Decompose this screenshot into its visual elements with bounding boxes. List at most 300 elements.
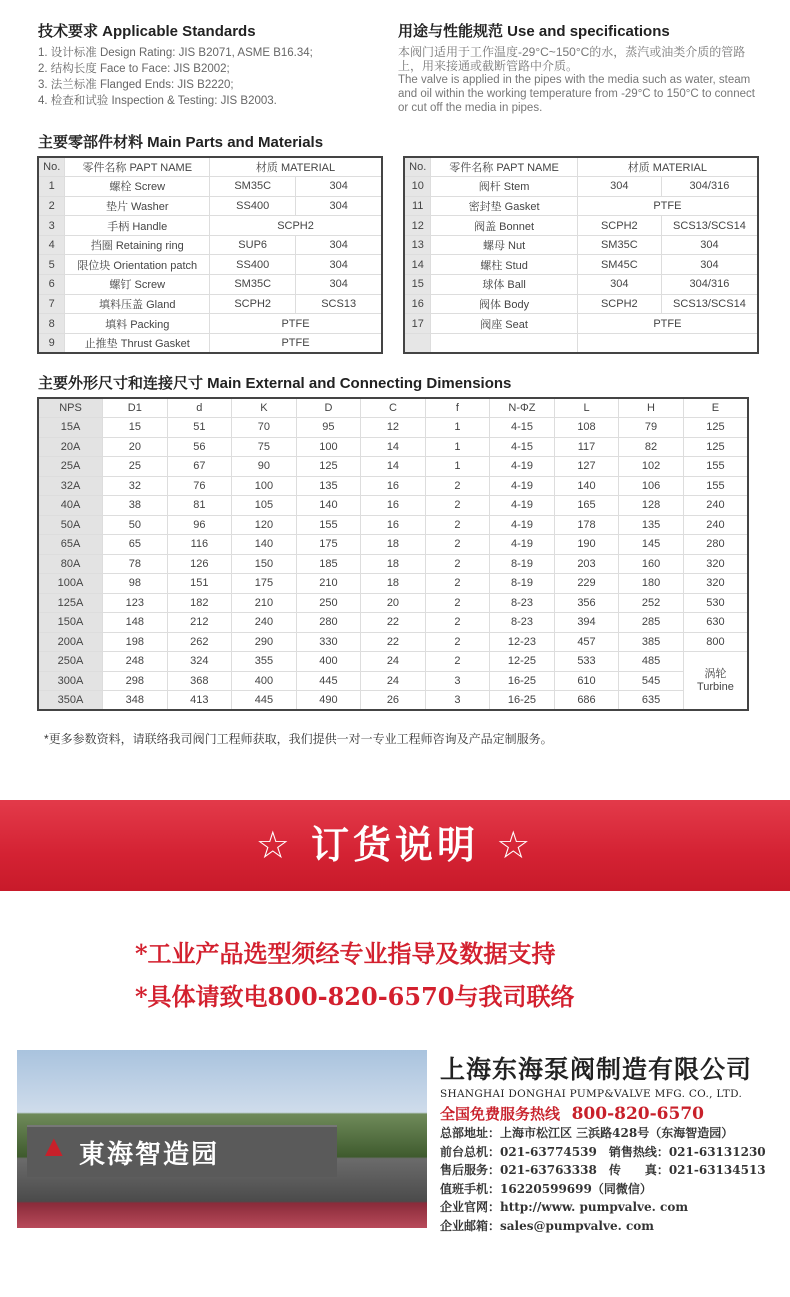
dim-cell: 135 [296, 476, 361, 496]
part-material: PTFE [577, 314, 758, 334]
dim-cell: 686 [554, 691, 619, 711]
table-row [38, 216, 382, 236]
dim-cell: 298 [103, 671, 168, 691]
dim-cell: 490 [296, 691, 361, 711]
table-row [38, 177, 382, 197]
specs-cn: 本阀门适用于工作温度-29°C~150°C的水，蒸汽或油类介质的管路上，用来接通或截断管路中介质。 [398, 45, 746, 73]
header-nps: NPS [38, 398, 103, 418]
dim-cell: 4-19 [490, 457, 555, 477]
dim-cell: 175 [232, 574, 297, 594]
part-material: PTFE [210, 333, 382, 353]
part-material: SCPH2 [210, 294, 296, 314]
part-material: SCPH2 [210, 216, 382, 236]
part-name: 球体 Ball [431, 275, 577, 295]
table-row [38, 554, 748, 574]
dim-cell: 12 [361, 418, 426, 438]
part-no: 9 [38, 333, 65, 353]
dim-cell: 2 [425, 535, 490, 555]
dim-cell: 320 [683, 574, 748, 594]
dim-cell: 485 [619, 652, 684, 672]
table-row [38, 418, 748, 438]
dim-cell: 250 [296, 593, 361, 613]
dim-cell: 2 [425, 593, 490, 613]
dim-cell: 12-25 [490, 652, 555, 672]
dim-cell: 533 [554, 652, 619, 672]
dim-cell: 24 [361, 652, 426, 672]
dim-cell: 18 [361, 554, 426, 574]
header-d1: D1 [103, 398, 168, 418]
dim-cell: 12-23 [490, 632, 555, 652]
part-no: 11 [404, 196, 431, 216]
dim-cell: 4-19 [490, 535, 555, 555]
part-name: 挡圈 Retaining ring [65, 235, 210, 255]
parts-title: 主要零部件材料 Main Parts and Materials [38, 134, 324, 151]
header-material: 材质 MATERIAL [577, 157, 758, 177]
part-name: 螺钉 Screw [65, 275, 210, 295]
dim-cell: 117 [554, 437, 619, 457]
table-row [38, 632, 748, 652]
part-name: 止推垫 Thrust Gasket [65, 333, 210, 353]
part-material: 304/316 [661, 177, 758, 197]
dim-cell: 248 [103, 652, 168, 672]
dim-cell: 394 [554, 613, 619, 633]
part-no: 6 [38, 275, 65, 295]
dim-cell: 135 [619, 515, 684, 535]
dim-cell: 190 [554, 535, 619, 555]
part-material: SM35C [210, 177, 296, 197]
table-row [38, 437, 748, 457]
standards-title: 技术要求 Applicable Standards [38, 23, 256, 40]
part-name: 阀体 Body [431, 294, 577, 314]
dim-cell: 100 [232, 476, 297, 496]
table-row [38, 574, 748, 594]
dim-cell: 150 [232, 554, 297, 574]
dim-cell: 400 [232, 671, 297, 691]
part-name: 填料压盖 Gland [65, 294, 210, 314]
header-f: f [425, 398, 490, 418]
part-material: SUP6 [210, 235, 296, 255]
dim-cell: 26 [361, 691, 426, 711]
company-name-en: SHANGHAI DONGHAI PUMP&VALVE MFG. CO., LTD. [440, 1088, 743, 1100]
dim-cell: 76 [167, 476, 232, 496]
dim-cell: 445 [232, 691, 297, 711]
dim-cell: 125 [296, 457, 361, 477]
part-no: 16 [404, 294, 431, 314]
parts-table-right [403, 156, 759, 354]
dim-cell: 22 [361, 632, 426, 652]
part-material: 304 [296, 177, 382, 197]
dim-cell: 240 [683, 496, 748, 516]
dim-cell: 16 [361, 496, 426, 516]
dim-cell: 155 [683, 457, 748, 477]
dim-cell: 348 [103, 691, 168, 711]
part-material: SCPH2 [577, 216, 661, 236]
part-material: SCS13/SCS14 [661, 216, 758, 236]
table-row [38, 457, 748, 477]
part-material: SM45C [577, 255, 661, 275]
dim-cell: 285 [619, 613, 684, 633]
part-material: 304 [296, 196, 382, 216]
nps-cell: 50A [38, 515, 103, 535]
dim-cell: 324 [167, 652, 232, 672]
dim-cell: 106 [619, 476, 684, 496]
header-name: 零件名称 PAPT NAME [431, 157, 577, 177]
nps-cell: 100A [38, 574, 103, 594]
nps-cell: 32A [38, 476, 103, 496]
dim-cell: 96 [167, 515, 232, 535]
dim-cell: 445 [296, 671, 361, 691]
part-no: 7 [38, 294, 65, 314]
dim-cell: 280 [683, 535, 748, 555]
dim-cell: 16-25 [490, 671, 555, 691]
table-row [404, 314, 758, 334]
dim-cell: 18 [361, 574, 426, 594]
table-row [38, 652, 748, 672]
dim-cell: 198 [103, 632, 168, 652]
notice-2: *具体请致电800-820-6570与我司联络 [135, 982, 575, 1011]
part-name: 阀杆 Stem [431, 177, 577, 197]
notice-1: *工业产品选型须经专业指导及数据支持 [135, 939, 556, 968]
dim-cell: 16 [361, 476, 426, 496]
contact-line[interactable]: 企业邮箱：sales@pumpvalve. com [440, 1218, 654, 1233]
factory-photo [17, 1050, 427, 1228]
dim-cell: 20 [103, 437, 168, 457]
dim-cell: 16-25 [490, 691, 555, 711]
dim-cell: 90 [232, 457, 297, 477]
dim-cell: 2 [425, 476, 490, 496]
dim-cell: 385 [619, 632, 684, 652]
part-material: SM35C [577, 235, 661, 255]
dim-cell: 67 [167, 457, 232, 477]
part-material: SS400 [210, 255, 296, 275]
table-row [38, 476, 748, 496]
part-name: 密封垫 Gasket [431, 196, 577, 216]
dim-cell: 413 [167, 691, 232, 711]
part-no: 12 [404, 216, 431, 236]
dim-cell: 1 [425, 418, 490, 438]
part-name: 螺柱 Stud [431, 255, 577, 275]
dim-cell: 155 [683, 476, 748, 496]
table-row [38, 255, 382, 275]
dim-cell: 16 [361, 515, 426, 535]
part-material: SS400 [210, 196, 296, 216]
header-e: E [683, 398, 748, 418]
dim-cell: 610 [554, 671, 619, 691]
nps-cell: 80A [38, 554, 103, 574]
part-material: 304 [577, 275, 661, 295]
table-row [38, 496, 748, 516]
dim-cell: 229 [554, 574, 619, 594]
dim-cell: 356 [554, 593, 619, 613]
dim-cell: 140 [232, 535, 297, 555]
dim-cell: 4-19 [490, 476, 555, 496]
dim-cell: 100 [296, 437, 361, 457]
table-row [38, 515, 748, 535]
dim-cell: 125 [683, 437, 748, 457]
part-material: 304 [661, 235, 758, 255]
dim-cell: 355 [232, 652, 297, 672]
dim-cell: 116 [167, 535, 232, 555]
dim-cell: 1 [425, 457, 490, 477]
part-no: 10 [404, 177, 431, 197]
table-row [38, 671, 748, 691]
dim-cell: 38 [103, 496, 168, 516]
part-name [431, 333, 577, 353]
part-material: 304/316 [661, 275, 758, 295]
nps-cell: 200A [38, 632, 103, 652]
table-row [38, 196, 382, 216]
header-d: D [296, 398, 361, 418]
table-row [38, 613, 748, 633]
dim-cell: 14 [361, 457, 426, 477]
dim-cell: 95 [296, 418, 361, 438]
dim-cell: 108 [554, 418, 619, 438]
table-row [38, 235, 382, 255]
part-material: PTFE [577, 196, 758, 216]
standard-item: 3. 法兰标准 Flanged Ends: JIS B2220; [38, 79, 234, 91]
table-row [404, 255, 758, 275]
part-no: 17 [404, 314, 431, 334]
dim-cell: 210 [232, 593, 297, 613]
nps-cell: 20A [38, 437, 103, 457]
part-no: 2 [38, 196, 65, 216]
dim-cell: 3 [425, 671, 490, 691]
logo-icon: ▲ [39, 1130, 69, 1163]
part-no: 3 [38, 216, 65, 236]
dim-cell: 51 [167, 418, 232, 438]
header-no: No. [38, 157, 65, 177]
dim-cell: 32 [103, 476, 168, 496]
part-name: 限位块 Orientation patch [65, 255, 210, 275]
dim-cell: 240 [683, 515, 748, 535]
dim-cell: 175 [296, 535, 361, 555]
part-no: 4 [38, 235, 65, 255]
hotline-label: 全国免费服务热线 [440, 1105, 561, 1123]
dim-cell: 25 [103, 457, 168, 477]
dim-cell: 15 [103, 418, 168, 438]
dim-cell: 22 [361, 613, 426, 633]
header-n-φz: N-ΦZ [490, 398, 555, 418]
part-material: 304 [296, 275, 382, 295]
part-name: 垫片 Washer [65, 196, 210, 216]
nps-cell: 125A [38, 593, 103, 613]
dim-cell: 2 [425, 554, 490, 574]
turbine-cn: 涡轮 [704, 667, 727, 680]
dim-cell: 128 [619, 496, 684, 516]
table-header-row [404, 157, 758, 177]
header-h: H [619, 398, 684, 418]
dim-cell: 4-15 [490, 418, 555, 438]
dim-cell: 2 [425, 613, 490, 633]
dim-cell: 280 [296, 613, 361, 633]
dim-cell: 75 [232, 437, 297, 457]
dim-cell: 145 [619, 535, 684, 555]
part-no: 13 [404, 235, 431, 255]
dim-cell: 635 [619, 691, 684, 711]
dim-cell: 81 [167, 496, 232, 516]
dim-cell: 8-19 [490, 554, 555, 574]
order-banner: ☆ 订货说明 ☆ [0, 800, 790, 891]
table-row [404, 235, 758, 255]
dim-cell: 457 [554, 632, 619, 652]
nps-cell: 15A [38, 418, 103, 438]
dims-title: 主要外形尺寸和连接尺寸 Main External and Connecting Dimensions [38, 375, 512, 392]
part-no: 8 [38, 314, 65, 334]
part-name: 螺母 Nut [431, 235, 577, 255]
dim-cell: 240 [232, 613, 297, 633]
nps-cell: 25A [38, 457, 103, 477]
table-header-row [38, 157, 382, 177]
dim-cell: 212 [167, 613, 232, 633]
dim-cell: 4-19 [490, 515, 555, 535]
dim-cell: 262 [167, 632, 232, 652]
dim-cell: 155 [296, 515, 361, 535]
footnote: *更多参数资料，请联络我司阀门工程师获取，我们提供一对一专业工程师咨询及产品定制服务。 [44, 732, 553, 746]
dim-cell: 4-19 [490, 496, 555, 516]
table-row [38, 593, 748, 613]
nps-cell: 350A [38, 691, 103, 711]
header-k: K [232, 398, 297, 418]
turbine-cell [683, 652, 748, 711]
table-row [404, 275, 758, 295]
dim-cell: 79 [619, 418, 684, 438]
photo-sign: 東海智造园 [79, 1140, 220, 1170]
dim-cell: 4-15 [490, 437, 555, 457]
part-material: 304 [661, 255, 758, 275]
dim-cell: 2 [425, 632, 490, 652]
nps-cell: 65A [38, 535, 103, 555]
part-material: SM35C [210, 275, 296, 295]
dim-cell: 800 [683, 632, 748, 652]
table-row [404, 294, 758, 314]
table-row [38, 535, 748, 555]
dim-cell: 180 [619, 574, 684, 594]
parts-table-left [37, 156, 383, 354]
company-name-cn: 上海东海泵阀制造有限公司 [440, 1055, 753, 1084]
part-material [577, 333, 758, 353]
dim-cell: 18 [361, 535, 426, 555]
dim-cell: 8-23 [490, 593, 555, 613]
specs-title: 用途与性能规范 Use and specifications [398, 23, 670, 40]
part-name: 阀盖 Bonnet [431, 216, 577, 236]
header-name: 零件名称 PAPT NAME [65, 157, 210, 177]
dim-cell: 140 [554, 476, 619, 496]
part-name: 螺栓 Screw [65, 177, 210, 197]
dim-cell: 8-23 [490, 613, 555, 633]
nps-cell: 150A [38, 613, 103, 633]
dim-cell: 98 [103, 574, 168, 594]
part-material: SCS13 [296, 294, 382, 314]
dim-cell: 105 [232, 496, 297, 516]
dim-cell: 210 [296, 574, 361, 594]
dim-cell: 545 [619, 671, 684, 691]
dim-cell: 2 [425, 574, 490, 594]
dim-cell: 160 [619, 554, 684, 574]
dim-cell: 630 [683, 613, 748, 633]
dim-cell: 102 [619, 457, 684, 477]
dim-cell: 148 [103, 613, 168, 633]
header-c: C [361, 398, 426, 418]
dim-cell: 140 [296, 496, 361, 516]
part-material: 304 [577, 177, 661, 197]
dim-cell: 290 [232, 632, 297, 652]
dim-cell: 120 [232, 515, 297, 535]
table-row [404, 196, 758, 216]
part-name: 填料 Packing [65, 314, 210, 334]
table-row [404, 177, 758, 197]
dim-cell: 330 [296, 632, 361, 652]
dim-cell: 165 [554, 496, 619, 516]
dim-cell: 125 [683, 418, 748, 438]
header-l: L [554, 398, 619, 418]
part-name: 手柄 Handle [65, 216, 210, 236]
contact-line: 前台总机：021-63774539 销售热线：021-63131230 [440, 1144, 766, 1159]
table-row [38, 275, 382, 295]
dim-cell: 14 [361, 437, 426, 457]
dimensions-table [37, 397, 749, 711]
nps-cell: 300A [38, 671, 103, 691]
dim-cell: 2 [425, 652, 490, 672]
part-material: 304 [296, 255, 382, 275]
dim-cell: 56 [167, 437, 232, 457]
specs-section [398, 20, 758, 115]
part-no [404, 333, 431, 353]
dim-cell: 127 [554, 457, 619, 477]
table-row [38, 691, 748, 711]
contact-line: 总部地址：上海市松江区 三浜路428号（东海智造园） [440, 1126, 734, 1140]
dim-cell: 185 [296, 554, 361, 574]
part-material: PTFE [210, 314, 382, 334]
standard-item: 1. 设计标准 Design Rating: JIS B2071, ASME B16.34; [38, 47, 313, 59]
table-row [404, 216, 758, 236]
dim-cell: 2 [425, 496, 490, 516]
dim-cell: 24 [361, 671, 426, 691]
nps-cell: 250A [38, 652, 103, 672]
dim-cell: 50 [103, 515, 168, 535]
dim-cell: 203 [554, 554, 619, 574]
dim-cell: 178 [554, 515, 619, 535]
table-row [38, 314, 382, 334]
dim-cell: 78 [103, 554, 168, 574]
dim-cell: 368 [167, 671, 232, 691]
standards-section [38, 20, 313, 109]
dim-cell: 126 [167, 554, 232, 574]
part-material: 304 [296, 235, 382, 255]
contact-line: 值班手机：16220599699（同微信） [440, 1181, 652, 1196]
specs-en: The valve is applied in the pipes with the media such as water, steam and oil within the working temperature from -29°C to 150°C to connect or cut off the media in pipes. [398, 74, 755, 114]
part-material: SCS13/SCS14 [661, 294, 758, 314]
part-name: 阀座 Seat [431, 314, 577, 334]
dim-cell: 1 [425, 437, 490, 457]
part-material: SCPH2 [577, 294, 661, 314]
standard-item: 4. 检查和试验 Inspection & Testing: JIS B2003. [38, 95, 277, 107]
turbine-en: Turbine [696, 680, 734, 693]
company-info [440, 1050, 766, 1236]
dim-cell: 530 [683, 593, 748, 613]
dim-cell: 20 [361, 593, 426, 613]
dim-cell: 3 [425, 691, 490, 711]
contact-line[interactable]: 企业官网：http://www. pumpvalve. com [440, 1200, 689, 1215]
header-material: 材质 MATERIAL [210, 157, 382, 177]
part-no: 5 [38, 255, 65, 275]
hotline-number[interactable]: 800-820-6570 [571, 1104, 704, 1124]
header-d: d [167, 398, 232, 418]
dim-cell: 65 [103, 535, 168, 555]
dim-cell: 8-19 [490, 574, 555, 594]
table-header-row [38, 398, 748, 418]
part-no: 15 [404, 275, 431, 295]
table-row [38, 294, 382, 314]
